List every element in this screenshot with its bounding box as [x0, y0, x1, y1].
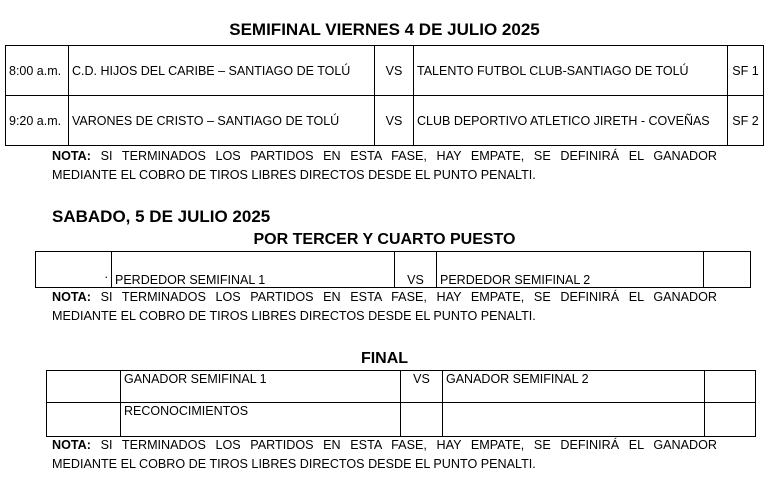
note-text-line1: SI TERMINADOS LOS PARTIDOS EN ESTA FASE, HAY EMPATE, SE DEFINIRÁ EL GANADOR	[100, 149, 717, 163]
empty-cell	[443, 403, 705, 437]
match-code: SF 2	[728, 96, 764, 146]
table-row	[6, 96, 764, 146]
table-row	[6, 46, 764, 96]
note-label: NOTA:	[52, 438, 91, 452]
table-row	[47, 371, 756, 403]
semifinal-table	[5, 45, 764, 146]
empty-cell	[401, 403, 443, 437]
empty-cell	[47, 371, 121, 403]
away-team: TALENTO FUTBOL CLUB-SANTIAGO DE TOLÚ	[414, 46, 728, 96]
row-mark: .	[36, 252, 112, 288]
home-team: GANADOR SEMIFINAL 1	[121, 371, 401, 403]
third-place-note	[52, 288, 717, 326]
away-team: PERDEDOR SEMIFINAL 2	[437, 252, 704, 288]
away-team: CLUB DEPORTIVO ATLETICO JIRETH - COVEÑAS	[414, 96, 728, 146]
note-label: NOTA:	[52, 290, 91, 304]
note-text-line2: MEDIANTE EL COBRO DE TIROS LIBRES DIRECTOS DESDE EL PUNTO PENALTI.	[52, 168, 536, 182]
vs-label: VS	[375, 46, 414, 96]
note-label: NOTA:	[52, 149, 91, 163]
semifinal-note	[52, 147, 717, 185]
note-text-line2: MEDIANTE EL COBRO DE TIROS LIBRES DIRECTOS DESDE EL PUNTO PENALTI.	[52, 457, 536, 471]
note-text-line2: MEDIANTE EL COBRO DE TIROS LIBRES DIRECTOS DESDE EL PUNTO PENALTI.	[52, 309, 536, 323]
vs-label: VS	[375, 96, 414, 146]
table-row	[47, 403, 756, 437]
empty-cell	[47, 403, 121, 437]
third-place-table	[35, 251, 751, 288]
semifinal-title: SEMIFINAL VIERNES 4 DE JULIO 2025	[229, 20, 540, 39]
table-row	[36, 252, 751, 288]
away-team: GANADOR SEMIFINAL 2	[443, 371, 705, 403]
match-time: 8:00 a.m.	[6, 46, 69, 96]
final-table	[46, 370, 756, 437]
match-code: SF 1	[728, 46, 764, 96]
home-team: VARONES DE CRISTO – SANTIAGO DE TOLÚ	[69, 96, 375, 146]
home-team: C.D. HIJOS DEL CARIBE – SANTIAGO DE TOLÚ	[69, 46, 375, 96]
empty-cell	[704, 252, 751, 288]
note-text-line1: SI TERMINADOS LOS PARTIDOS EN ESTA FASE, HAY EMPATE, SE DEFINIRÁ EL GANADOR	[100, 438, 717, 452]
home-team: PERDEDOR SEMIFINAL 1	[112, 252, 395, 288]
empty-cell	[705, 403, 756, 437]
empty-cell	[705, 371, 756, 403]
vs-label: VS	[395, 252, 437, 288]
vs-label: VS	[401, 371, 443, 403]
awards-label: RECONOCIMIENTOS	[121, 403, 401, 437]
final-title: FINAL	[360, 350, 409, 367]
saturday-date-title: SABADO, 5 DE JULIO 2025	[52, 207, 271, 226]
third-place-title: POR TERCER Y CUARTO PUESTO	[253, 231, 516, 248]
final-note	[52, 436, 717, 474]
match-time: 9:20 a.m.	[6, 96, 69, 146]
note-text-line1: SI TERMINADOS LOS PARTIDOS EN ESTA FASE, HAY EMPATE, SE DEFINIRÁ EL GANADOR	[100, 290, 717, 304]
